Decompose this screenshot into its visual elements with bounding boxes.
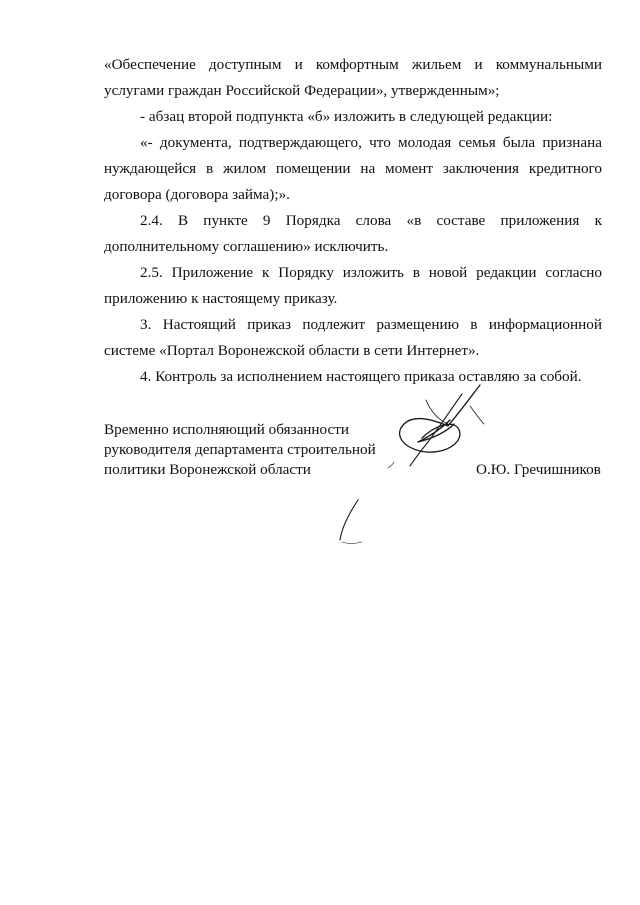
position-line: руководителя департамента строительной: [104, 441, 376, 458]
position-line: политики Воронежской области: [104, 461, 311, 478]
paragraph-continuation: «Обеспечение доступным и комфортным жильем и коммунальными услугами граждан Российской Федерации», утвержденным»;: [104, 56, 602, 99]
handwritten-signature: [330, 380, 500, 550]
paragraph-4: 4. Контроль за исполнением настоящего приказа оставляю за собой.: [140, 368, 582, 385]
paragraph-document-quote: «- документа, подтверждающего, что молодая семья была признана нуждающейся в жилом помещении на момент заключения кредитного договора (договора займа);».: [104, 134, 602, 203]
signer-name: О.Ю. Гречишников: [476, 461, 601, 478]
paragraph-2-4: 2.4. В пункте 9 Порядка слова «в составе приложения к дополнительному соглашению» исключить.: [104, 212, 602, 255]
paragraph-2-5: 2.5. Приложение к Порядку изложить в новой редакции согласно приложению к настоящему приказу.: [104, 264, 602, 307]
paragraph-subclause-b: - абзац второй подпункта «б» изложить в следующей редакции:: [140, 108, 553, 125]
document-body: [104, 52, 602, 390]
paragraph-3: 3. Настоящий приказ подлежит размещению в информационной системе «Портал Воронежской области в сети Интернет».: [104, 316, 602, 359]
position-line: Временно исполняющий обязанности: [104, 421, 350, 438]
